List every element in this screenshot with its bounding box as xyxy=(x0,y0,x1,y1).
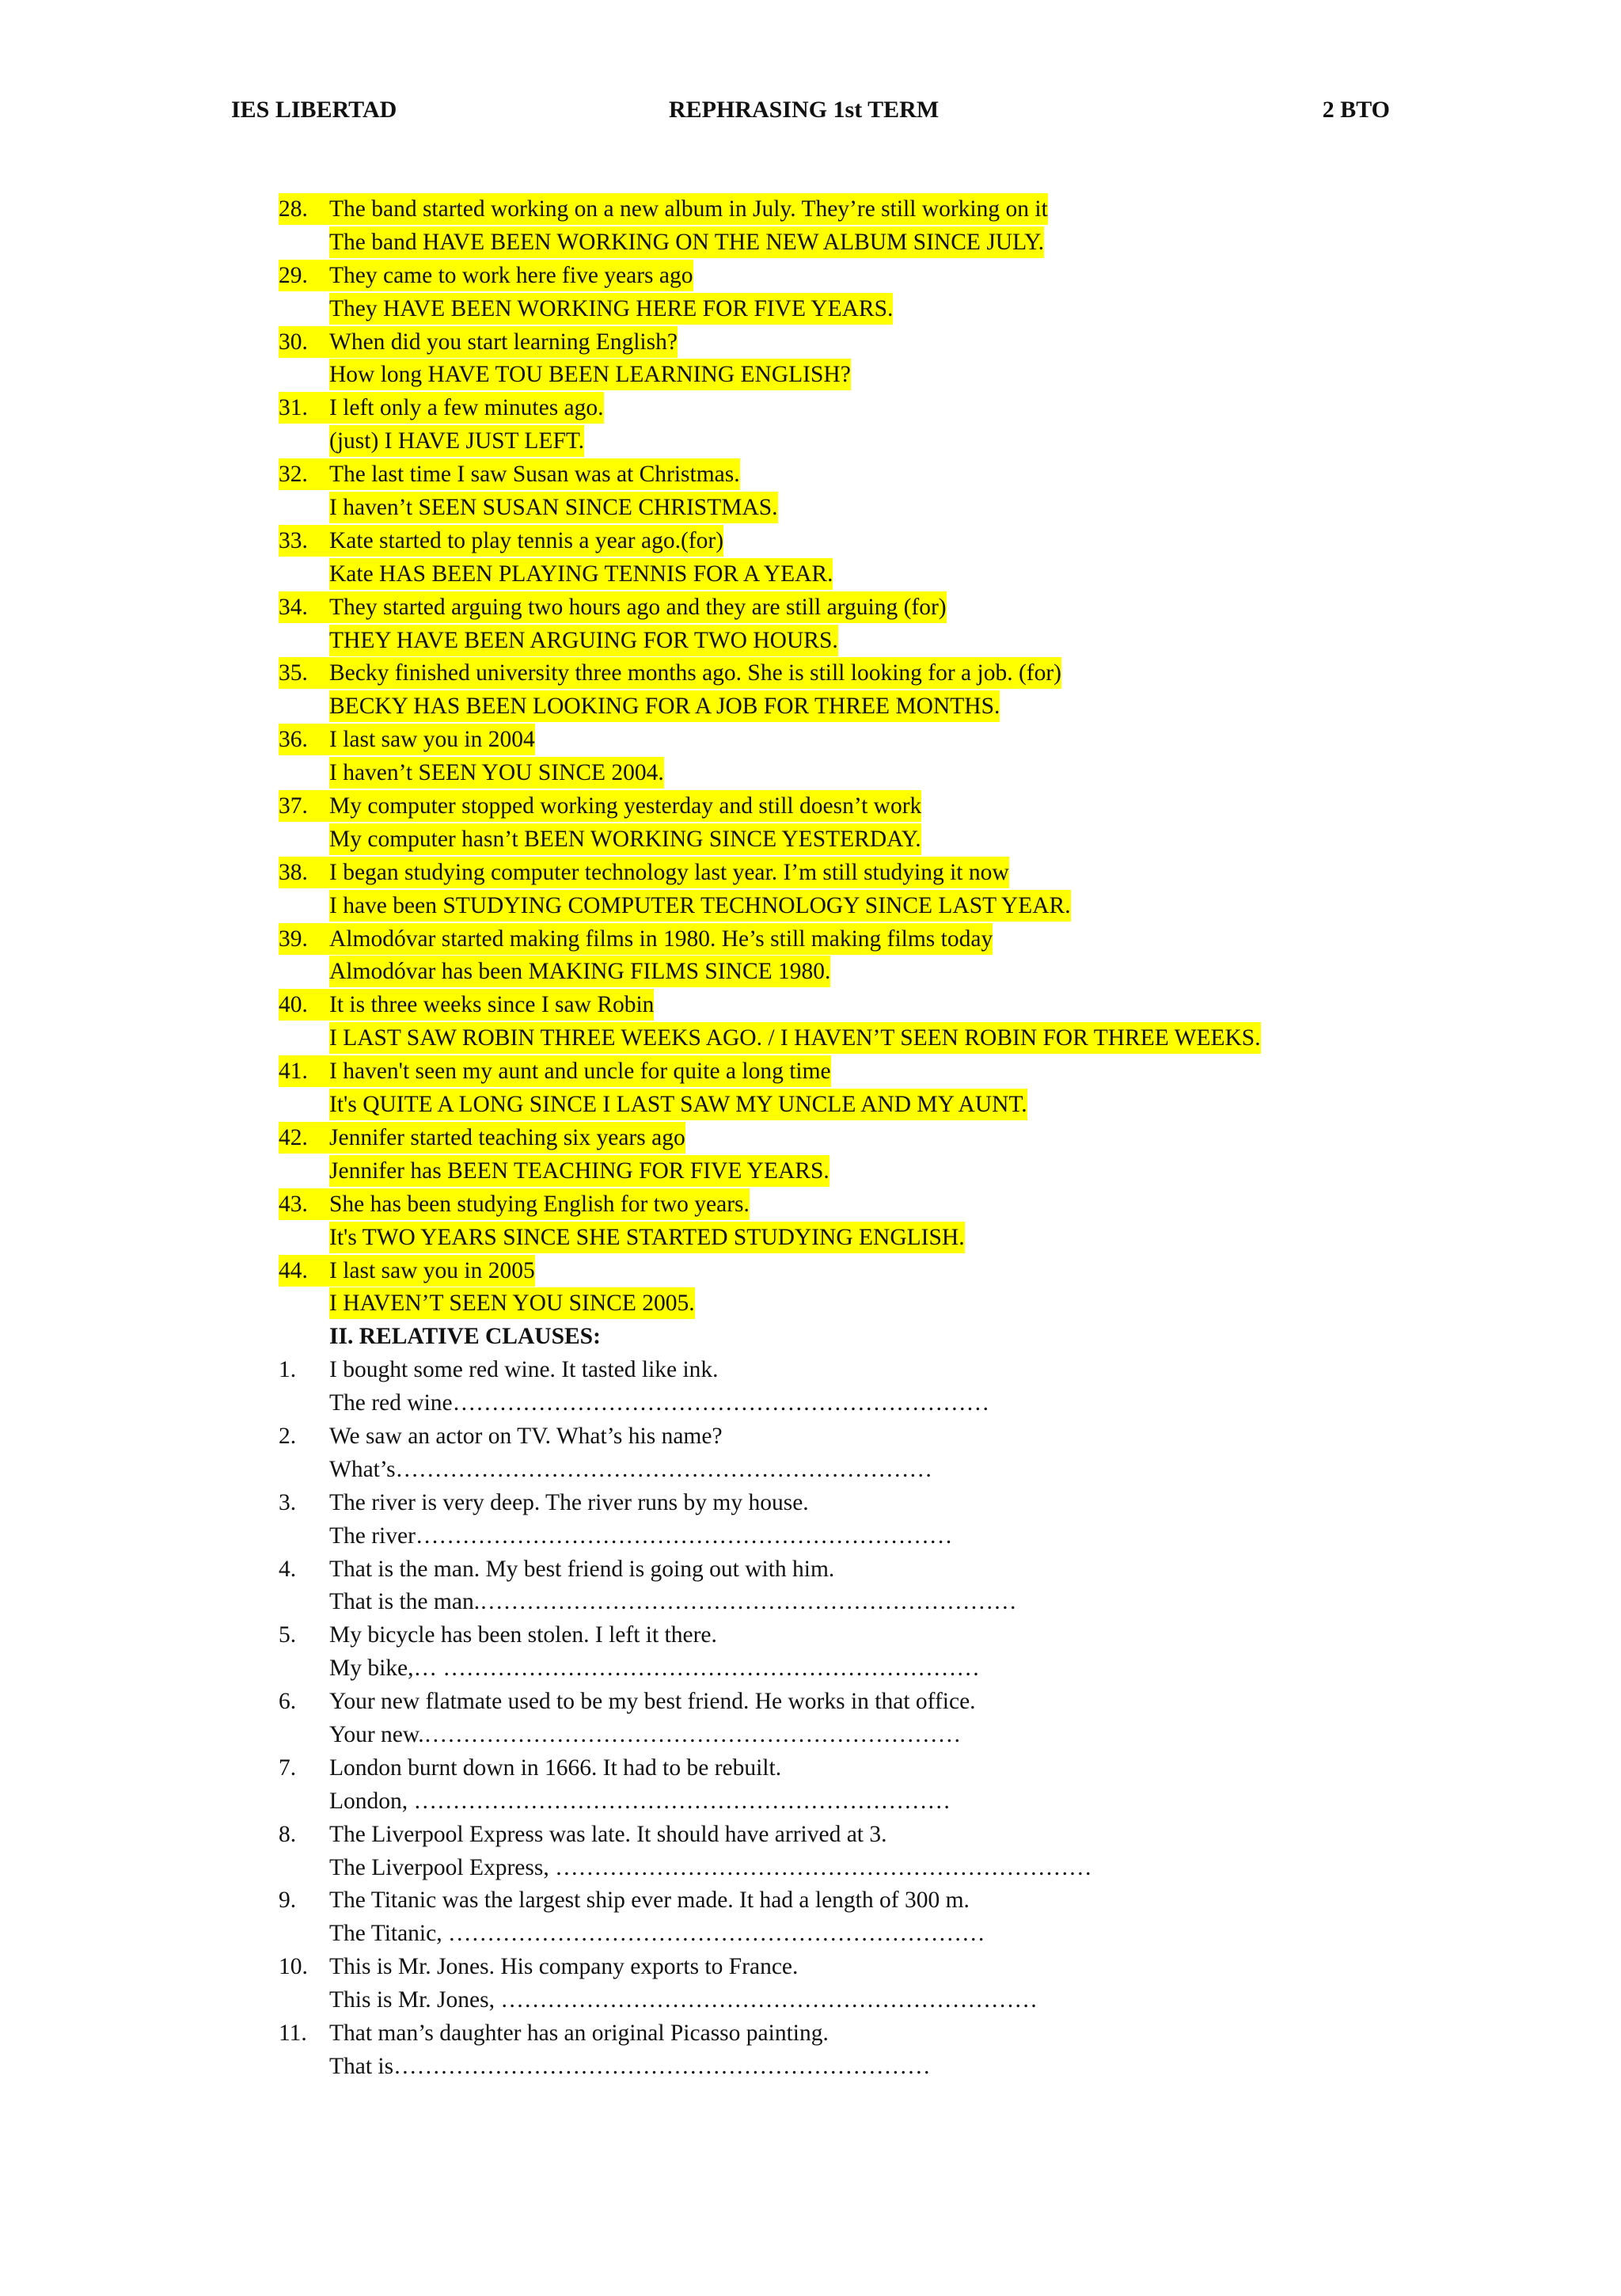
item-number: 6. xyxy=(279,1689,297,1715)
answer-line xyxy=(279,690,1585,724)
answer-line xyxy=(279,1852,1585,1885)
answer-line xyxy=(279,558,1585,591)
page-header xyxy=(231,97,1390,128)
answer-text: They HAVE BEEN WORKING HERE FOR FIVE YEARS. xyxy=(329,293,893,325)
answer-text: The river…………………………………………………………… xyxy=(329,1522,953,1549)
answer-text: The red wine…………………………………………………………… xyxy=(329,1390,990,1416)
answer-line xyxy=(279,492,1585,525)
item-number: 28. xyxy=(279,193,329,225)
item-number: 9. xyxy=(279,1887,297,1914)
question-text: The river is very deep. The river runs by my house. xyxy=(329,1489,809,1515)
question-text: That is the man. My best friend is going out with him. xyxy=(329,1556,835,1582)
item-number: 41. xyxy=(279,1055,329,1087)
question-line xyxy=(279,1122,1585,1155)
question-line xyxy=(279,458,1585,492)
item-number: 44. xyxy=(279,1255,329,1287)
exercise-list xyxy=(279,193,1585,2084)
answer-line xyxy=(279,425,1585,458)
question-line xyxy=(279,1553,1585,1587)
answer-line xyxy=(279,1719,1585,1752)
question-line xyxy=(279,1884,1585,1918)
answer-line xyxy=(279,1222,1585,1255)
item-number: 38. xyxy=(279,857,329,888)
answer-text: It's TWO YEARS SINCE SHE STARTED STUDYING ENGLISH. xyxy=(329,1222,965,1253)
question-line xyxy=(279,857,1585,890)
question-text: The Titanic was the largest ship ever made. It had a length of 300 m. xyxy=(329,1887,970,1914)
item-number: 37. xyxy=(279,790,329,822)
question-text: That man’s daughter has an original Picasso painting. xyxy=(329,2020,829,2046)
item-number: 29. xyxy=(279,260,329,291)
answer-line xyxy=(279,2051,1585,2084)
answer-line xyxy=(279,1918,1585,1951)
item-number: 32. xyxy=(279,458,329,490)
question-text: The band started working on a new album in July. They’re still working on it xyxy=(329,193,1048,225)
question-line xyxy=(279,790,1585,823)
question-text: Jennifer started teaching six years ago xyxy=(329,1122,685,1154)
question-text: They came to work here five years ago xyxy=(329,260,693,291)
question-text: Becky finished university three months ago. She is still looking for a job. (for) xyxy=(329,657,1061,689)
answer-line xyxy=(279,823,1585,857)
section-heading xyxy=(279,1321,1585,1354)
answer-text: The Titanic, …………………………………………………………… xyxy=(329,1921,985,1947)
question-line xyxy=(279,1188,1585,1222)
question-line xyxy=(279,1752,1585,1785)
question-line xyxy=(279,591,1585,625)
question-text: I bought some red wine. It tasted like ink. xyxy=(329,1357,719,1383)
question-line xyxy=(279,1354,1585,1387)
section-title: II. RELATIVE CLAUSES: xyxy=(329,1324,601,1350)
question-line xyxy=(279,989,1585,1022)
answer-text: THEY HAVE BEEN ARGUING FOR TWO HOURS. xyxy=(329,625,838,656)
item-number: 33. xyxy=(279,525,329,557)
answer-text: Kate HAS BEEN PLAYING TENNIS FOR A YEAR. xyxy=(329,558,833,590)
question-line xyxy=(279,2017,1585,2051)
item-number: 3. xyxy=(279,1489,297,1515)
question-text: This is Mr. Jones. His company exports to France. xyxy=(329,1954,799,1980)
item-number: 35. xyxy=(279,657,329,689)
question-line xyxy=(279,923,1585,956)
item-number: 2. xyxy=(279,1423,297,1449)
question-text: We saw an actor on TV. What’s his name? xyxy=(329,1423,723,1449)
answer-line xyxy=(279,1287,1585,1321)
answer-text: I haven’t SEEN YOU SINCE 2004. xyxy=(329,757,664,789)
answer-text: BECKY HAS BEEN LOOKING FOR A JOB FOR THREE MONTHS. xyxy=(329,690,1000,722)
item-number: 31. xyxy=(279,392,329,424)
question-line xyxy=(279,1619,1585,1652)
answer-text: (just) I HAVE JUST LEFT. xyxy=(329,425,584,457)
question-line xyxy=(279,1819,1585,1852)
item-number: 30. xyxy=(279,326,329,358)
question-text: London burnt down in 1666. It had to be rebuilt. xyxy=(329,1754,782,1781)
item-number: 42. xyxy=(279,1122,329,1154)
question-line xyxy=(279,657,1585,690)
question-text: When did you start learning English? xyxy=(329,326,678,358)
answer-text: The band HAVE BEEN WORKING ON THE NEW ALBUM SINCE JULY. xyxy=(329,226,1044,258)
question-line xyxy=(279,1420,1585,1454)
question-text: The last time I saw Susan was at Christmas. xyxy=(329,458,740,490)
answer-line xyxy=(279,1586,1585,1619)
question-line xyxy=(279,1951,1585,1984)
question-text: I left only a few minutes ago. xyxy=(329,392,604,424)
answer-text: The Liverpool Express, …………………………………………………………… xyxy=(329,1854,1092,1880)
item-number: 36. xyxy=(279,724,329,755)
question-text: Almodóvar started making films in 1980. He’s still making films today xyxy=(329,923,993,955)
question-line xyxy=(279,326,1585,359)
question-line xyxy=(279,1487,1585,1520)
answer-text: That is the man.…………………………………………………………… xyxy=(329,1589,1017,1615)
document-title: REPHRASING 1st TERM xyxy=(669,97,940,123)
question-text: I began studying computer technology last year. I’m still studying it now xyxy=(329,857,1009,888)
course-level: 2 BTO xyxy=(1322,97,1390,123)
answer-text: It's QUITE A LONG SINCE I LAST SAW MY UNCLE AND MY AUNT. xyxy=(329,1089,1027,1120)
answer-text: I haven’t SEEN SUSAN SINCE CHRISTMAS. xyxy=(329,492,778,523)
answer-text: What’s…………………………………………………………… xyxy=(329,1456,933,1482)
question-text: She has been studying English for two years. xyxy=(329,1188,750,1220)
answer-line xyxy=(279,293,1585,326)
question-line xyxy=(279,193,1585,226)
question-text: My computer stopped working yesterday and still doesn’t work xyxy=(329,790,921,822)
answer-text: I HAVEN’T SEEN YOU SINCE 2005. xyxy=(329,1287,695,1319)
answer-text: This is Mr. Jones, …………………………………………………………… xyxy=(329,1987,1038,2013)
answer-text: I LAST SAW ROBIN THREE WEEKS AGO. / I HAVEN’T SEEN ROBIN FOR THREE WEEKS. xyxy=(329,1022,1261,1054)
item-number: 11. xyxy=(279,2020,307,2046)
answer-text: Jennifer has BEEN TEACHING FOR FIVE YEARS. xyxy=(329,1155,829,1187)
answer-text: London, …………………………………………………………… xyxy=(329,1788,951,1814)
answer-text: I have been STUDYING COMPUTER TECHNOLOGY SINCE LAST YEAR. xyxy=(329,890,1071,922)
answer-line xyxy=(279,1089,1585,1122)
question-line xyxy=(279,1055,1585,1089)
answer-text: Your new.…………………………………………………………… xyxy=(329,1721,962,1747)
question-text: It is three weeks since I saw Robin xyxy=(329,989,654,1021)
answer-line xyxy=(279,1785,1585,1819)
item-number: 43. xyxy=(279,1188,329,1220)
answer-text: Almodóvar has been MAKING FILMS SINCE 1980. xyxy=(329,956,830,987)
item-number: 39. xyxy=(279,923,329,955)
question-text: My bicycle has been stolen. I left it there. xyxy=(329,1622,717,1648)
item-number: 40. xyxy=(279,989,329,1021)
answer-line xyxy=(279,1984,1585,2017)
answer-line xyxy=(279,956,1585,989)
answer-line xyxy=(279,625,1585,658)
school-name: IES LIBERTAD xyxy=(231,97,397,123)
question-text: Your new flatmate used to be my best friend. He works in that office. xyxy=(329,1689,976,1715)
answer-line xyxy=(279,1652,1585,1686)
question-line xyxy=(279,525,1585,558)
answer-text: My bike,… …………………………………………………………… xyxy=(329,1655,980,1682)
answer-line xyxy=(279,226,1585,260)
item-number: 8. xyxy=(279,1821,297,1847)
item-number: 34. xyxy=(279,591,329,623)
answer-line xyxy=(279,1022,1585,1055)
answer-line xyxy=(279,1454,1585,1487)
answer-line xyxy=(279,757,1585,790)
question-text: Kate started to play tennis a year ago.(for) xyxy=(329,525,723,557)
question-line xyxy=(279,724,1585,757)
question-text: I haven't seen my aunt and uncle for quite a long time xyxy=(329,1055,831,1087)
item-number: 5. xyxy=(279,1622,297,1648)
question-text: The Liverpool Express was late. It should have arrived at 3. xyxy=(329,1821,887,1847)
item-number: 10. xyxy=(279,1954,308,1980)
answer-line xyxy=(279,1387,1585,1420)
answer-line xyxy=(279,890,1585,923)
question-text: I last saw you in 2004 xyxy=(329,724,535,755)
item-number: 7. xyxy=(279,1754,297,1781)
answer-line xyxy=(279,1520,1585,1553)
answer-text: My computer hasn’t BEEN WORKING SINCE YESTERDAY. xyxy=(329,823,921,855)
answer-line xyxy=(279,359,1585,392)
answer-line xyxy=(279,1155,1585,1188)
item-number: 4. xyxy=(279,1556,297,1582)
answer-text: That is…………………………………………………………… xyxy=(329,2053,931,2079)
question-line xyxy=(279,260,1585,293)
question-line xyxy=(279,392,1585,425)
question-line xyxy=(279,1686,1585,1719)
question-line xyxy=(279,1255,1585,1288)
item-number: 1. xyxy=(279,1357,297,1383)
question-text: I last saw you in 2005 xyxy=(329,1255,535,1287)
answer-text: How long HAVE TOU BEEN LEARNING ENGLISH? xyxy=(329,359,851,390)
question-text: They started arguing two hours ago and they are still arguing (for) xyxy=(329,591,947,623)
